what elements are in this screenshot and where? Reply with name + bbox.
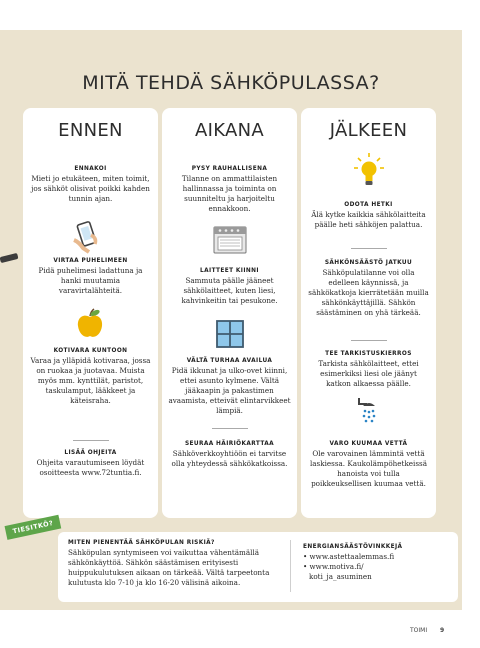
stove-icon [213,226,247,254]
link-motiva[interactable]: • www.motiva.fi/ [303,562,364,571]
section-label: ENNAKOI [74,166,107,172]
section-text: Varaa ja ylläpidä kotivaraa, jossa on ruokaa ja juotavaa. Muista myös mm. kynttilät, paristot, taskulamput, lääkkeet ja käteisraha. [30,356,151,405]
section-text: Ole varovainen lämmintä vettä laskiessa. Kaukolämpöhetkeissä hanoista voi tulla poikkeuksellisen kuumaa vettä. [309,449,428,488]
section-text: Ohjeita varautumiseen löydät osoitteesta www.72tuntia.fi. [36,458,145,477]
tip-main [68,540,278,588]
section-label: KOTIVARA KUNTOON [53,348,128,354]
column-title: ENNEN [58,120,123,141]
section-laitteet-kiinni [168,268,291,306]
section-label: VARO KUUMAA VETTÄ [329,441,408,447]
section-text: Älä kytke kaikkia sähkölaitteita päälle heti sähköjen palattua. [311,210,426,229]
section-text: Mieti jo etukäteen, miten toimit, jos sähköt olisivat poikki kahden tunnin ajan. [31,174,150,203]
section-virtaa-puhelimeen [29,258,152,296]
tip-text: Sähköpulan syntymiseen voi vaikuttaa vähentämällä sähkönkäyttöä. Sähkön säästämisen erityisesti huippukulutuksen aikaan on tärkeää. Vältä tarpeetonta kulutusta klo 7-10 ja klo 16-20 välisinä aikoina. [68,548,270,587]
section-kotivara-kuntoon [29,348,152,406]
section-varo-kuumaa-vetta [307,441,430,489]
page-title: MITÄ TEHDÄ SÄHKÖPULASSA? [82,72,380,94]
section-label: VÄLTÄ TURHAA AVAILUA [186,358,273,364]
section-label: LAITTEET KIINNI [200,268,259,274]
page-number: 9 [440,627,445,634]
section-label: PYSY RAUHALLISENA [191,166,268,172]
section-tee-tarkistuskierros [307,351,430,389]
tip-box [58,532,458,602]
section-seuraa-hairiokarttaa [168,441,291,469]
divider [351,340,387,341]
section-label: LISÄÄ OHJEITA [64,450,117,456]
section-label: ODOTA HETKI [344,202,393,208]
column-jalkeen [301,108,436,518]
divider [290,540,291,592]
divider [212,428,248,429]
section-sahkonsaasto-jatkuu [307,260,430,318]
column-aikana [162,108,297,518]
section-ennakoi [29,166,152,204]
section-text: Tilanne on ammattilaisten hallinnassa ja toiminta on suunniteltu ja harjoiteltu ennakkoon. [181,174,278,213]
column-title: JÄLKEEN [329,120,408,141]
section-text: Sähköverkkoyhtiöön ei tarvitse olla yhteydessä sähkökatkoissa. [171,449,288,468]
section-text: Pidä ikkunat ja ulko-ovet kiinni, ettei asunto kylmene. Vältä jääkaapin ja pakastimen avaamista, etteivät elintarvikkeet lämpiä. [168,366,291,415]
section-text: Sähköpulatilanne voi olla edelleen käynnissä, ja sähkökatkoja kierrätetään muilla sähkönkäyttäjillä. Sähkön säästäminen on yhä tärkeää. [308,268,429,317]
section-label: SÄHKÖNSÄÄSTÖ JATKUU [324,260,413,266]
shower-icon [355,396,383,428]
lightbulb-icon [353,152,385,188]
tiesitko-tag: TIESITKÖ? [5,515,62,540]
tip-label: MITEN PIENENTÄÄ SÄHKÖPULAN RISKIÄ? [68,540,215,546]
energy-tips-label: ENERGIANSÄÄSTÖVINKKEJÄ [303,544,403,550]
section-label: VIRTAA PUHELIMEEN [53,258,128,264]
phone-icon [71,220,103,254]
divider [73,440,109,441]
section-odota-hetki [307,202,430,230]
link-astettaalemmas[interactable]: • www.astettaalemmas.fi [303,552,395,561]
footer-section: TOIMI [410,627,428,634]
section-valta-turhaa-availua [168,358,291,416]
section-label: SEURAA HÄIRIÖKARTTAA [184,441,275,447]
column-title: AIKANA [194,120,264,141]
section-lisaa-ohjeita [29,450,152,478]
section-text: Tarkista sähkölaitteet, ettei esimerkiksi liesi ole jäänyt katkon alkaessa päälle. [318,359,419,388]
section-text: Sammuta päälle jääneet sähkölaitteet, kuten liesi, kahvinkeitin tai pesukone. [181,276,278,305]
link-motiva-path[interactable]: koti_ja_asuminen [309,572,372,581]
apple-icon [75,308,105,340]
energy-tips [303,544,448,582]
section-text: Pidä puhelimesi ladattuna ja hanki muutamia varavirtalähteitä. [38,266,143,295]
section-pysy-rauhallisena [168,166,291,214]
column-ennen [23,108,158,518]
window-icon [216,320,244,348]
section-label: TEE TARKISTUSKIERROS [325,351,412,357]
divider [351,248,387,249]
